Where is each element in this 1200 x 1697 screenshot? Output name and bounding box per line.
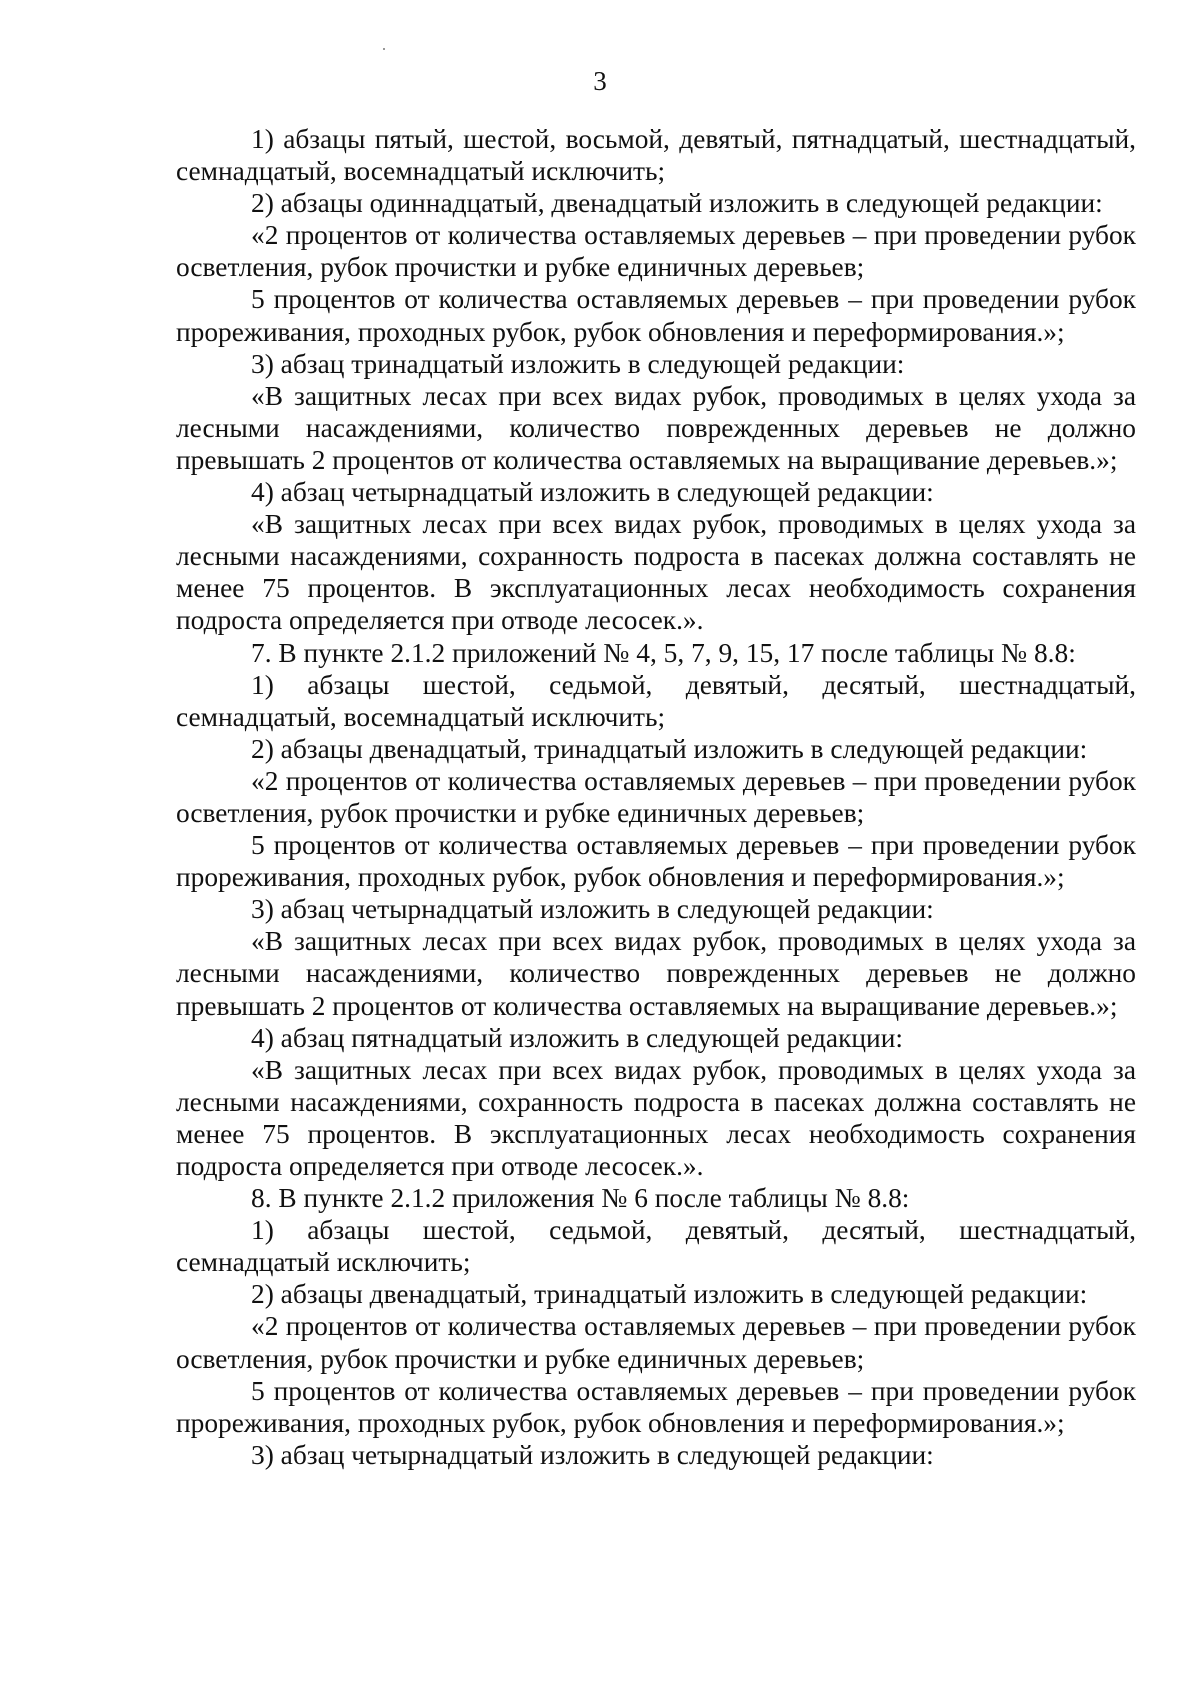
paragraph: 1) абзацы шестой, седьмой, девятый, десятый, шестнадцатый, семнадцатый исключить; (176, 1215, 1136, 1278)
paragraph: «2 процентов от количества оставляемых деревьев – при проведении рубок осветления, рубок прочистки и рубке единичных деревьев; (176, 1311, 1136, 1374)
paragraph: 5 процентов от количества оставляемых деревьев – при проведении рубок прореживания, проходных рубок, рубок обновления и переформирования.»; (176, 1375, 1136, 1438)
paragraph: 5 процентов от количества оставляемых деревьев – при проведении рубок прореживания, проходных рубок, рубок обновления и переформирования.»; (176, 830, 1136, 893)
paragraph: 1) абзацы пятый, шестой, восьмой, девятый, пятнадцатый, шестнадцатый, семнадцатый, восемнадцатый исключить; (176, 124, 1136, 187)
page-number: 3 (593, 66, 607, 96)
scan-speck (383, 48, 385, 50)
paragraph: 7. В пункте 2.1.2 приложений № 4, 5, 7, 9, 15, 17 после таблицы № 8.8: (251, 637, 1076, 668)
paragraph: «В защитных лесах при всех видах рубок, проводимых в целях ухода за лесными насаждениями, количество поврежденных деревьев не должно превышать 2 процентов от количества оставляемых на выращивание деревьев.»; (176, 380, 1136, 475)
paragraph: «2 процентов от количества оставляемых деревьев – при проведении рубок осветления, рубок прочистки и рубке единичных деревьев; (176, 765, 1136, 828)
paragraph: «В защитных лесах при всех видах рубок, проводимых в целях ухода за лесными насаждениями, сохранность подроста в пасеках должна составлять не менее 75 процентов. В эксплуатационных лесах необходимость сохранения подроста определяется при отводе лесосек.». (176, 509, 1136, 636)
paragraph: 3) абзац тринадцатый изложить в следующей редакции: (251, 348, 905, 379)
paragraph: 2) абзацы двенадцатый, тринадцатый изложить в следующей редакции: (251, 1279, 1088, 1310)
paragraph: 4) абзац четырнадцатый изложить в следующей редакции: (251, 477, 934, 508)
paragraph: 4) абзац пятнадцатый изложить в следующей редакции: (251, 1022, 903, 1053)
paragraph: «2 процентов от количества оставляемых деревьев – при проведении рубок осветления, рубок прочистки и рубке единичных деревьев; (176, 220, 1136, 283)
paragraph: «В защитных лесах при всех видах рубок, проводимых в целях ухода за лесными насаждениями, количество поврежденных деревьев не должно превышать 2 процентов от количества оставляемых на выращивание деревьев.»; (176, 926, 1136, 1021)
paragraph: 5 процентов от количества оставляемых деревьев – при проведении рубок прореживания, проходных рубок, рубок обновления и переформирования.»; (176, 284, 1136, 347)
paragraph: 8. В пункте 2.1.2 приложения № 6 после таблицы № 8.8: (251, 1183, 910, 1214)
paragraph: 2) абзацы двенадцатый, тринадцатый изложить в следующей редакции: (251, 733, 1088, 764)
paragraph: 2) абзацы одиннадцатый, двенадцатый изложить в следующей редакции: (251, 188, 1103, 219)
paragraph: 1) абзацы шестой, седьмой, девятый, десятый, шестнадцатый, семнадцатый, восемнадцатый исключить; (176, 669, 1136, 732)
paragraph: 3) абзац четырнадцатый изложить в следующей редакции: (251, 894, 934, 925)
document-body (176, 123, 1136, 1471)
paragraph: «В защитных лесах при всех видах рубок, проводимых в целях ухода за лесными насаждениями, сохранность подроста в пасеках должна составлять не менее 75 процентов. В эксплуатационных лесах необходимость сохранения подроста определяется при отводе лесосек.». (176, 1054, 1136, 1181)
paragraph: 3) абзац четырнадцатый изложить в следующей редакции: (251, 1439, 934, 1470)
